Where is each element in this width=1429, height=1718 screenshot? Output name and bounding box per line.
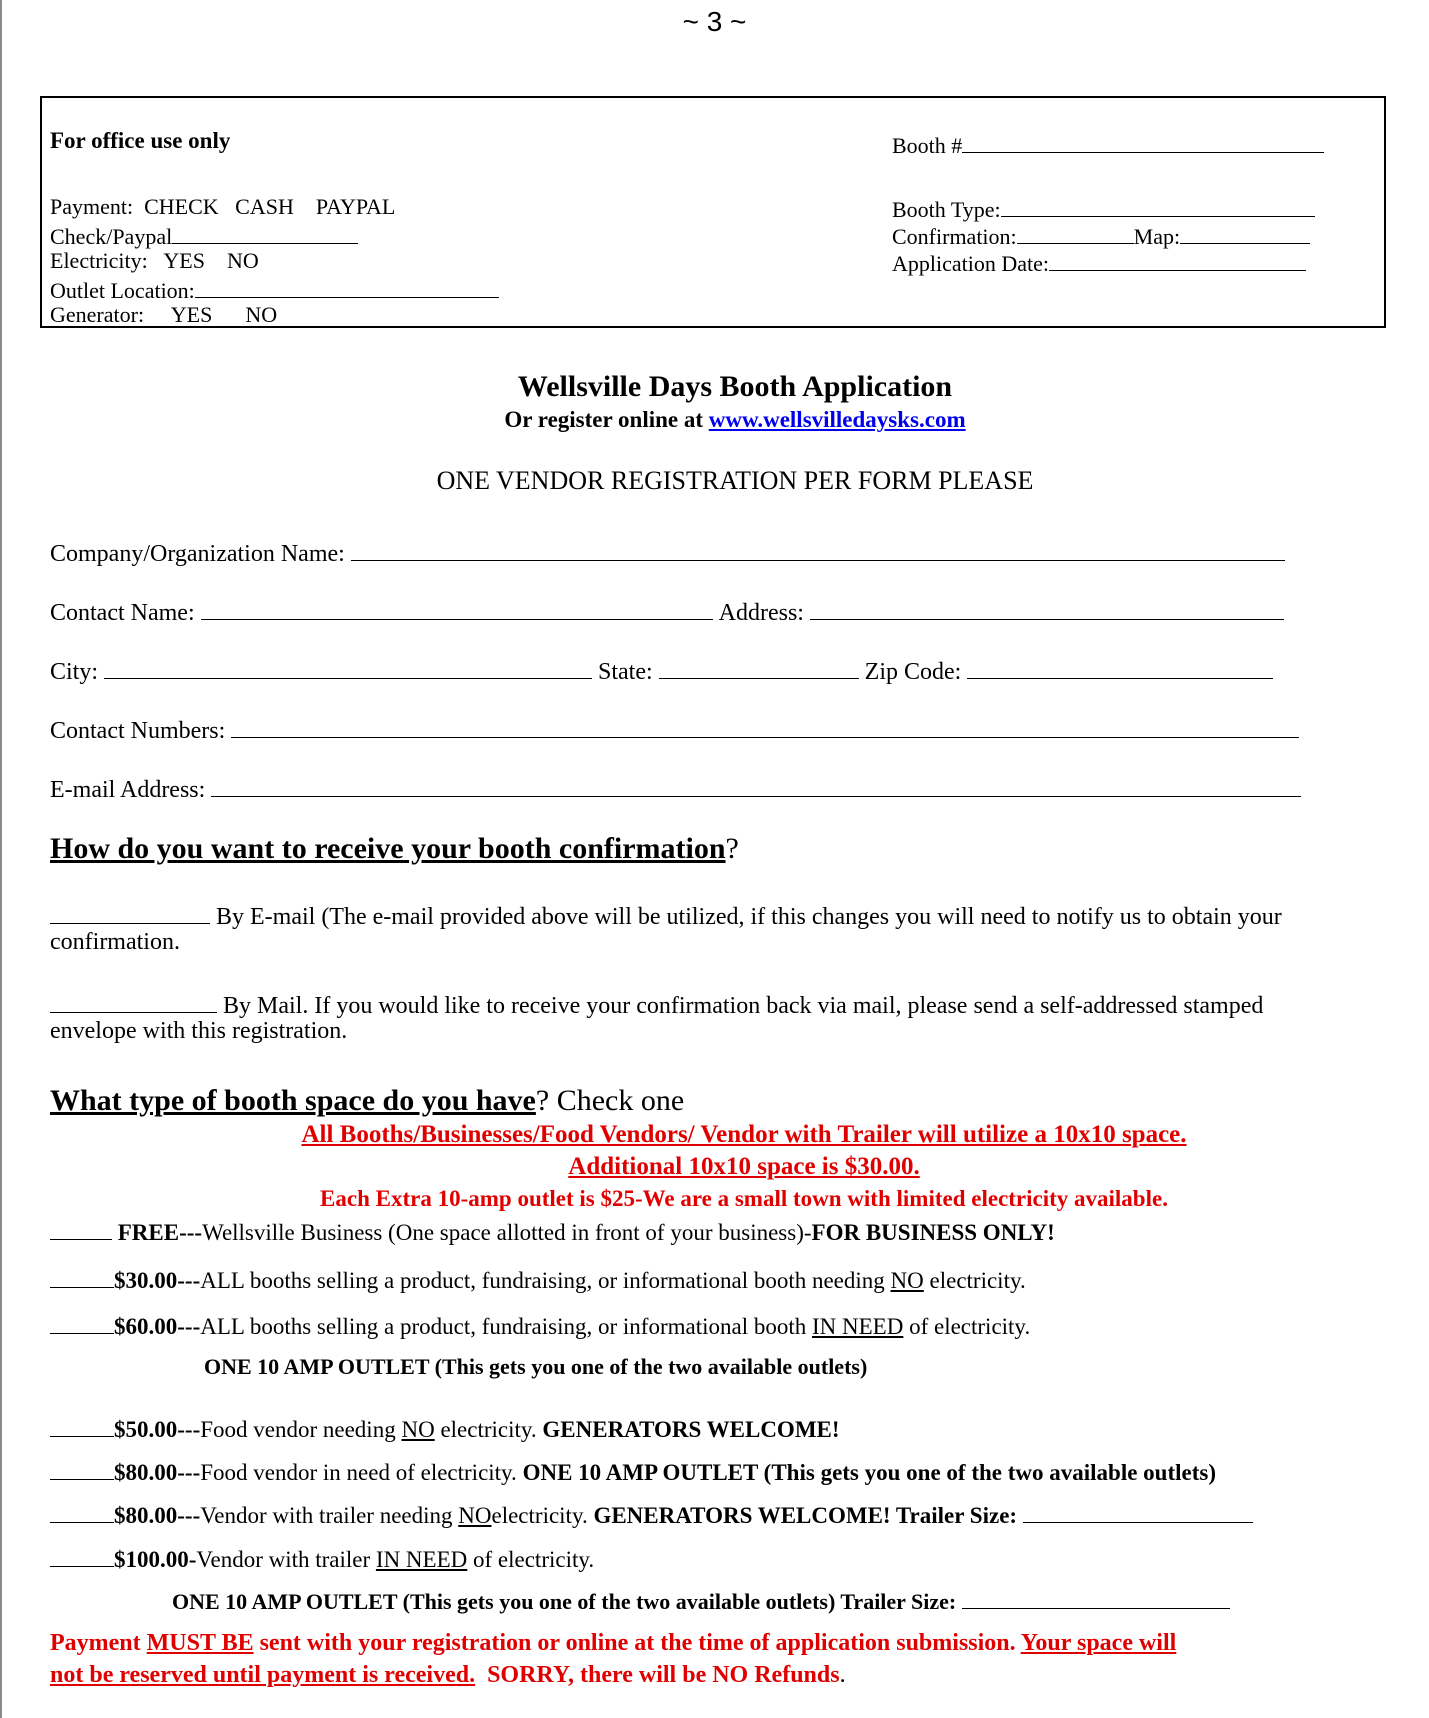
email-option [50,899,1282,931]
option-60-in-need: IN NEED [811,1314,904,1339]
option-30-text: ALL booths selling a product, fundraising, or informational booth needing [200,1268,885,1293]
company-blank[interactable] [351,536,1285,561]
payment-label: Payment: [50,194,134,219]
address-label: Address: [718,600,804,626]
booth-number-field[interactable] [892,130,1324,159]
option-50-price: $50.00--- [114,1417,201,1442]
option-free-note: FOR BUSINESS ONLY! [811,1220,1055,1245]
payment-notice-reserved1: Your space will [1020,1630,1177,1656]
zip-label: Zip Code: [864,659,962,685]
page-number: ~ 3 ~ [682,6,747,37]
contact-numbers-blank[interactable] [231,713,1299,738]
confirmation-map-row [892,221,1310,250]
company-field[interactable] [50,536,1285,568]
check-paypal-blank[interactable] [172,221,358,244]
payment-notice-must-be: MUST BE [146,1630,254,1656]
state-blank[interactable] [659,654,859,679]
mail-option-cont: envelope with this registration. [50,1018,348,1044]
mail-option [50,988,1263,1020]
option-80-trailer-checkbox[interactable] [50,1499,114,1523]
option-50-end: electricity. [440,1417,537,1442]
payment-cash-option[interactable]: CASH [235,194,294,219]
option-50 [50,1413,840,1443]
electricity-label: Electricity: [50,248,148,273]
option-80-trailer [50,1499,1253,1529]
option-80-trailer-end: electricity. [491,1503,588,1528]
address-blank[interactable] [810,595,1284,620]
option-30-checkbox[interactable] [50,1264,114,1288]
register-prefix: Or register online at [504,407,704,432]
application-date-label: Application Date: [892,251,1050,276]
booth-type-blank[interactable] [1001,194,1315,217]
electricity-no-option[interactable]: NO [226,248,259,273]
option-80-trailer-text: Vendor with trailer needing [200,1503,453,1528]
company-label: Company/Organization Name: [50,541,345,567]
application-date-field[interactable] [892,248,1306,277]
outlet-location-blank[interactable] [195,275,499,298]
email-option-text: By E-mail (The e-mail provided above will be utilized, if this changes you will need to notify us to obtain your [216,904,1282,930]
option-50-checkbox[interactable] [50,1413,114,1437]
confirmation-heading [50,832,739,866]
notice-extra-outlet: Each Extra 10-amp outlet is $25-We are a small town with limited electricity available. [320,1186,1168,1211]
email-field[interactable] [50,772,1301,804]
option-80-food-checkbox[interactable] [50,1456,114,1480]
payment-notice-sorry: SORRY, there will be NO Refunds [487,1662,840,1688]
option-50-no: NO [401,1417,435,1442]
payment-notice-line2 [50,1662,846,1689]
option-80-trailer-generators: GENERATORS WELCOME! Trailer Size: [593,1503,1018,1528]
booth-heading-suffix: ? Check one [535,1084,685,1117]
option-60-checkbox[interactable] [50,1310,114,1334]
notice-additional-space: Additional 10x10 space is $30.00. [568,1153,920,1180]
option-80-trailer-no: NO [458,1503,492,1528]
option-free [50,1216,1055,1246]
electricity-yes-option[interactable]: YES [163,248,205,273]
option-80-food-price: $80.00--- [114,1460,201,1485]
confirmation-blank[interactable] [1017,221,1134,244]
option-30-end: electricity. [929,1268,1026,1293]
option-free-text: Wellsville Business (One space allotted in front of your business)- [202,1220,812,1245]
outlet-location-field[interactable] [50,275,499,304]
confirmation-heading-suffix: ? [725,832,739,865]
confirmation-heading-text: How do you want to receive your booth confirmation [50,832,726,865]
generator-yes-option[interactable]: YES [170,302,213,327]
confirmation-label: Confirmation: [892,224,1017,249]
payment-paypal-option[interactable]: PAYPAL [315,194,396,219]
payment-row [50,194,395,220]
zip-blank[interactable] [967,654,1273,679]
option-free-checkbox[interactable] [50,1216,112,1240]
option-50-generators: GENERATORS WELCOME! [542,1417,840,1442]
option-100-outlet-note [172,1586,1230,1615]
website-link[interactable]: www.wellsvilledaysks.com [708,407,966,432]
check-paypal-label: Check/Paypal [50,224,173,249]
email-option-blank[interactable] [50,899,210,924]
option-100-trailer-size-blank[interactable] [962,1586,1230,1609]
application-date-blank[interactable] [1049,248,1306,271]
booth-number-label: Booth # [892,133,963,158]
contact-name-blank[interactable] [201,595,713,620]
electricity-row [50,248,259,274]
contact-name-label: Contact Name: [50,600,195,626]
check-paypal-field[interactable] [50,221,358,250]
state-label: State: [598,659,653,685]
mail-option-blank[interactable] [50,988,217,1013]
city-state-zip-row [50,654,1273,686]
option-80-food-text: Food vendor in need of electricity. [200,1460,517,1485]
option-80-food-outlet: ONE 10 AMP OUTLET (This gets you one of the two available outlets) [522,1460,1216,1485]
option-100-checkbox[interactable] [50,1543,114,1567]
booth-type-field[interactable] [892,194,1315,223]
generator-row [50,302,277,328]
option-100 [50,1543,594,1573]
payment-notice-part2: sent with your registration or online at the time of application submission. [259,1630,1016,1656]
option-100-text: Vendor with trailer [196,1547,371,1572]
payment-notice-part1: Payment [50,1630,141,1656]
booth-type-label: Booth Type: [892,197,1001,222]
generator-no-option[interactable]: NO [245,302,278,327]
one-vendor-notice: ONE VENDOR REGISTRATION PER FORM PLEASE [436,466,1034,495]
option-100-price: $100.00- [114,1547,197,1572]
option-30-no: NO [890,1268,924,1293]
map-label: Map: [1133,224,1181,249]
option-60-text: ALL booths selling a product, fundraising, or informational booth [200,1314,807,1339]
option-50-text: Food vendor needing [200,1417,396,1442]
contact-numbers-field[interactable] [50,713,1299,745]
option-100-end: of electricity. [473,1547,595,1572]
booth-heading-text: What type of booth space do you have [50,1084,536,1117]
booth-heading [50,1084,684,1118]
option-30 [50,1264,1026,1294]
option-free-price: FREE--- [117,1220,203,1245]
email-blank[interactable] [211,772,1301,797]
city-blank[interactable] [104,654,592,679]
page-left-border [0,0,2,1718]
option-60-outlet-note: ONE 10 AMP OUTLET (This gets you one of the two available outlets) [204,1354,868,1379]
option-60-price: $60.00--- [114,1314,201,1339]
option-60-end: of electricity. [909,1314,1031,1339]
mail-option-text: By Mail. If you would like to receive your confirmation back via mail, please send a self-addressed stamped [223,993,1264,1019]
option-100-in-need: IN NEED [375,1547,468,1572]
payment-notice-period: . [839,1662,846,1688]
office-heading: For office use only [50,128,231,153]
map-blank[interactable] [1180,221,1310,244]
option-60 [50,1310,1030,1340]
payment-check-option[interactable]: CHECK [144,194,219,219]
payment-notice-reserved2: not be reserved until payment is received. [50,1662,476,1688]
generator-label: Generator: [50,302,145,327]
option-80-trailer-size-blank[interactable] [1023,1499,1253,1523]
contact-address-row [50,595,1284,627]
contact-numbers-label: Contact Numbers: [50,718,226,744]
option-30-price: $30.00--- [114,1268,201,1293]
payment-notice-line1 [50,1630,1176,1657]
option-80-trailer-price: $80.00--- [114,1503,201,1528]
option-100-outlet-text: ONE 10 AMP OUTLET (This gets you one of the two available outlets) Trailer Size: [172,1589,957,1614]
outlet-location-label: Outlet Location: [50,278,195,303]
register-online-line [0,407,1429,433]
email-label: E-mail Address: [50,777,206,803]
booth-number-blank[interactable] [962,130,1324,153]
email-option-cont: confirmation. [50,929,180,955]
form-title: Wellsville Days Booth Application [517,370,953,403]
notice-space-size: All Booths/Businesses/Food Vendors/ Vendor with Trailer will utilize a 10x10 space. [301,1121,1187,1148]
city-label: City: [50,659,99,685]
option-80-food [50,1456,1216,1486]
